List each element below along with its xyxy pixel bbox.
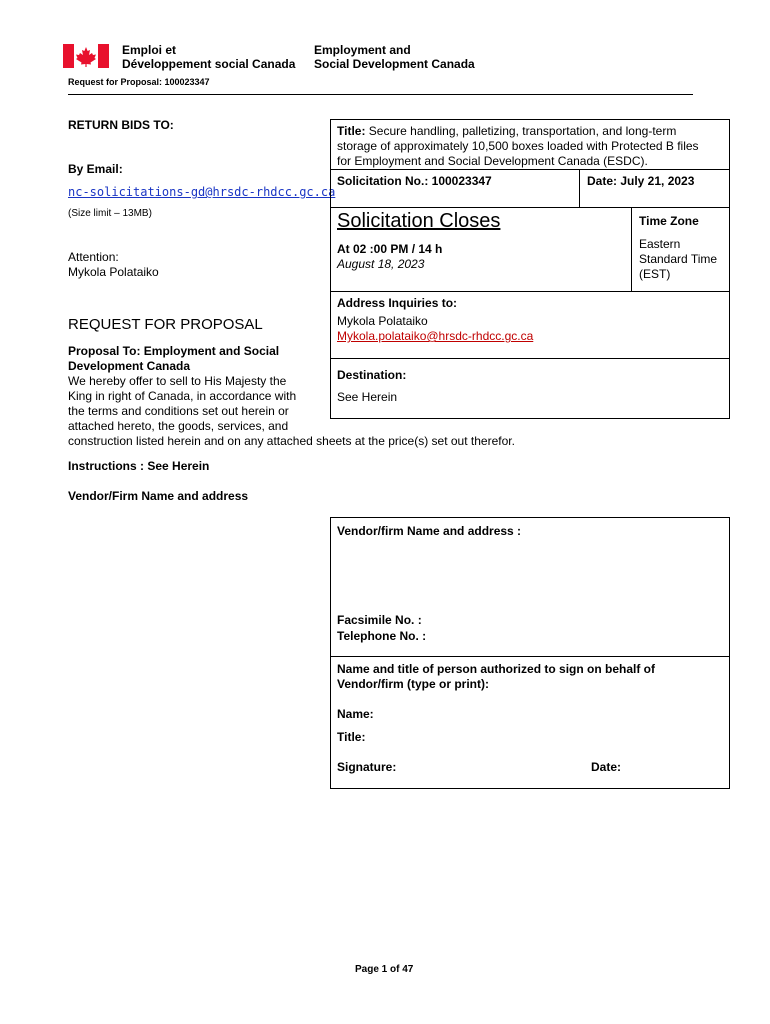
authorized-person-label: Name and title of person authorized to sign on behalf of Vendor/firm (type or print): [337,662,656,691]
divider [330,358,730,359]
solicitation-closes-heading: Solicitation Closes [337,210,501,232]
destination-label: Destination: [337,368,407,382]
telephone-label: Telephone No. : [337,629,427,643]
divider [330,207,730,208]
solicitation-number: Solicitation No.: 100023347 [337,174,492,188]
bid-email-link[interactable]: nc-solicitations-gd@hrsdc-rhdcc.gc.ca [68,185,336,199]
canada-flag-icon [63,44,109,68]
rfp-heading: REQUEST FOR PROPOSAL [68,316,263,333]
size-limit-note: (Size limit – 13MB) [68,208,152,219]
page-number: Page 1 of 47 [355,964,414,975]
instructions-label: Instructions : See Herein [68,459,210,473]
divider [579,169,580,207]
date-label: Date: [591,760,622,774]
time-zone-value: Eastern Standard Time (EST) [639,237,718,281]
org-name-fr: Emploi et Développement social Canada [122,43,296,71]
signature-label: Signature: [337,760,397,774]
name-label: Name: [337,707,374,721]
by-email-label: By Email: [68,162,123,176]
rfp-reference: Request for Proposal: 100023347 [68,77,210,87]
org-name-en: Employment and Social Development Canada [314,43,475,71]
inquiries-email-link[interactable]: Mykola.polataiko@hrsdc-rhdcc.gc.ca [337,329,534,343]
vendor-box [330,517,730,789]
vendor-heading: Vendor/Firm Name and address [68,489,249,503]
attention-block: Attention: Mykola Polataiko [68,250,159,279]
inquiries-label: Address Inquiries to: [337,296,458,310]
destination-value: See Herein [337,390,398,404]
inquiries-name: Mykola Polataiko [337,314,428,328]
vendor-name-address-label: Vendor/firm Name and address : [337,524,522,538]
closing-date: August 18, 2023 [337,257,425,271]
closing-time: At 02 :00 PM / 14 h [337,242,443,256]
time-zone-label: Time Zone [639,214,699,228]
header-rule [68,94,693,95]
solicitation-date: Date: July 21, 2023 [587,174,695,188]
return-bids-label: RETURN BIDS TO: [68,118,174,132]
title-label: Title: [337,730,366,744]
divider [631,207,632,291]
divider [330,656,730,657]
divider [330,291,730,292]
facsimile-label: Facsimile No. : [337,613,422,627]
title-block: Title: Secure handling, palletizing, transportation, and long-term storage of approximately 10,500 boxes loaded with Protected B files for Employment and Social Development Canada (ESDC). [337,124,699,168]
proposal-to: Proposal To: Employment and Social Development Canada We hereby offer to sell to His Majesty the King in right of Canada, in accordance with the terms and conditions set out herein or attached hereto, the goods, services, and construction listed herein and on any attached sheets at the price(s) set out therefor. [68,344,515,448]
divider [330,169,730,170]
